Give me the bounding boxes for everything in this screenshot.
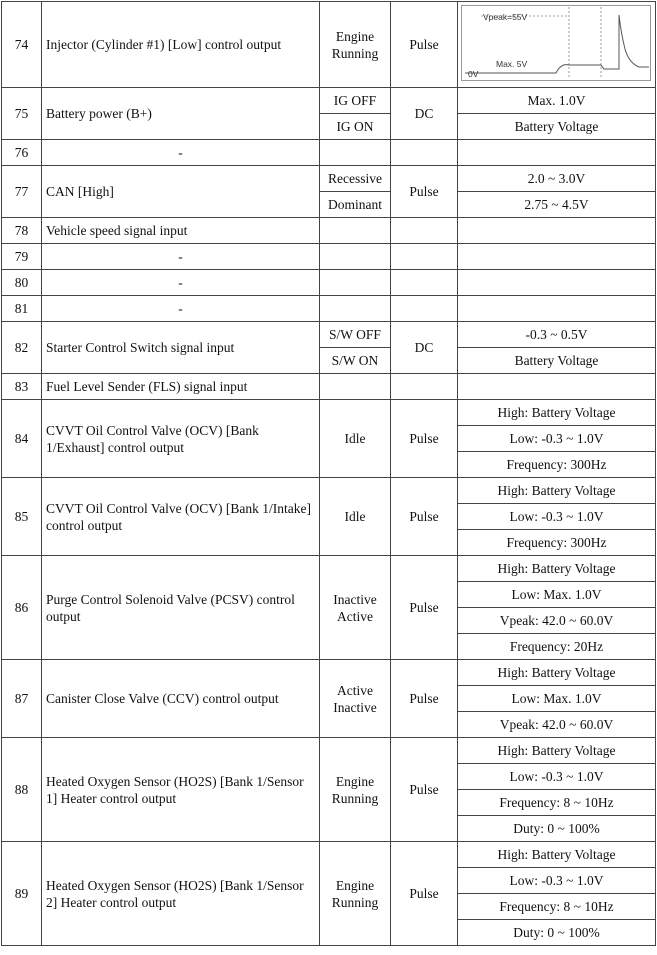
pin-condition: Engine Running bbox=[320, 842, 391, 946]
pin-description: CAN [High] bbox=[42, 166, 320, 218]
pin-condition: Engine Running bbox=[320, 738, 391, 842]
pin-description: Fuel Level Sender (FLS) signal input bbox=[42, 374, 320, 400]
table-row bbox=[2, 270, 656, 296]
signal-level: High: Battery Voltage bbox=[458, 478, 656, 504]
pin-description: Heated Oxygen Sensor (HO2S) [Bank 1/Sensor 2] Heater control output bbox=[42, 842, 320, 946]
signal-type: Pulse bbox=[391, 2, 458, 88]
pin-condition: IG OFF bbox=[320, 88, 391, 114]
pin-condition: Engine Running bbox=[320, 2, 391, 88]
table-row bbox=[2, 322, 656, 348]
signal-level: Max. 1.0V bbox=[458, 88, 656, 114]
table-row bbox=[2, 296, 656, 322]
pin-number: 83 bbox=[2, 374, 42, 400]
pin-description: Vehicle speed signal input bbox=[42, 218, 320, 244]
signal-level: High: Battery Voltage bbox=[458, 556, 656, 582]
pin-number: 75 bbox=[2, 88, 42, 140]
pin-number: 79 bbox=[2, 244, 42, 270]
signal-type: DC bbox=[391, 88, 458, 140]
signal-level: Battery Voltage bbox=[458, 348, 656, 374]
table-row bbox=[2, 166, 656, 192]
signal-level: High: Battery Voltage bbox=[458, 738, 656, 764]
pin-description: Battery power (B+) bbox=[42, 88, 320, 140]
pin-number: 86 bbox=[2, 556, 42, 660]
signal-level: Frequency: 8 ~ 10Hz bbox=[458, 790, 656, 816]
table-row bbox=[2, 660, 656, 686]
pin-description: - bbox=[42, 296, 320, 322]
table-row bbox=[2, 140, 656, 166]
table-row bbox=[2, 738, 656, 764]
table-row bbox=[2, 842, 656, 868]
signal-type: Pulse bbox=[391, 738, 458, 842]
signal-type: Pulse bbox=[391, 478, 458, 556]
signal-level: Frequency: 300Hz bbox=[458, 452, 656, 478]
pin-number: 80 bbox=[2, 270, 42, 296]
waveform-label-zero: 0V bbox=[468, 68, 479, 79]
signal-level: -0.3 ~ 0.5V bbox=[458, 322, 656, 348]
table-row bbox=[2, 374, 656, 400]
signal-level: Vpeak: 42.0 ~ 60.0V bbox=[458, 608, 656, 634]
signal-level: High: Battery Voltage bbox=[458, 660, 656, 686]
table-row bbox=[2, 218, 656, 244]
signal-level: 2.75 ~ 4.5V bbox=[458, 192, 656, 218]
signal-type: Pulse bbox=[391, 556, 458, 660]
table-row bbox=[2, 478, 656, 504]
signal-type: Pulse bbox=[391, 400, 458, 478]
pin-number: 88 bbox=[2, 738, 42, 842]
pin-condition: Active Inactive bbox=[320, 660, 391, 738]
waveform-graph bbox=[461, 5, 651, 81]
signal-type: Pulse bbox=[391, 166, 458, 218]
pin-condition: Idle bbox=[320, 478, 391, 556]
waveform-cell bbox=[458, 2, 656, 88]
signal-level: 2.0 ~ 3.0V bbox=[458, 166, 656, 192]
signal-level: Duty: 0 ~ 100% bbox=[458, 816, 656, 842]
pin-number: 78 bbox=[2, 218, 42, 244]
pin-number: 76 bbox=[2, 140, 42, 166]
signal-level: Low: -0.3 ~ 1.0V bbox=[458, 764, 656, 790]
table-row bbox=[2, 244, 656, 270]
signal-type: Pulse bbox=[391, 660, 458, 738]
signal-type: Pulse bbox=[391, 842, 458, 946]
pin-description: CVVT Oil Control Valve (OCV) [Bank 1/Intake] control output bbox=[42, 478, 320, 556]
pin-condition: Inactive Active bbox=[320, 556, 391, 660]
pin-condition: Recessive bbox=[320, 166, 391, 192]
pin-description: - bbox=[42, 140, 320, 166]
pin-description: Heated Oxygen Sensor (HO2S) [Bank 1/Sensor 1] Heater control output bbox=[42, 738, 320, 842]
signal-level: Battery Voltage bbox=[458, 114, 656, 140]
signal-level: Low: -0.3 ~ 1.0V bbox=[458, 504, 656, 530]
pin-description: - bbox=[42, 244, 320, 270]
pin-number: 74 bbox=[2, 2, 42, 88]
table-row bbox=[2, 2, 656, 88]
table-row bbox=[2, 556, 656, 582]
pin-number: 77 bbox=[2, 166, 42, 218]
signal-level: Low: -0.3 ~ 1.0V bbox=[458, 426, 656, 452]
signal-level: Frequency: 8 ~ 10Hz bbox=[458, 894, 656, 920]
pin-condition: IG ON bbox=[320, 114, 391, 140]
waveform-label-peak: Vpeak=55V bbox=[483, 11, 528, 22]
signal-type: DC bbox=[391, 322, 458, 374]
pin-number: 84 bbox=[2, 400, 42, 478]
signal-level: High: Battery Voltage bbox=[458, 400, 656, 426]
pin-number: 89 bbox=[2, 842, 42, 946]
table-row bbox=[2, 88, 656, 114]
pin-table bbox=[1, 1, 656, 946]
waveform-label-max: Max. 5V bbox=[496, 58, 528, 69]
pin-condition: Dominant bbox=[320, 192, 391, 218]
pin-description: Injector (Cylinder #1) [Low] control output bbox=[42, 2, 320, 88]
pin-condition: Idle bbox=[320, 400, 391, 478]
signal-level: Frequency: 20Hz bbox=[458, 634, 656, 660]
signal-level: Vpeak: 42.0 ~ 60.0V bbox=[458, 712, 656, 738]
signal-level: Low: -0.3 ~ 1.0V bbox=[458, 868, 656, 894]
signal-level: Low: Max. 1.0V bbox=[458, 582, 656, 608]
pin-description: Canister Close Valve (CCV) control output bbox=[42, 660, 320, 738]
signal-level: Frequency: 300Hz bbox=[458, 530, 656, 556]
pin-description: Starter Control Switch signal input bbox=[42, 322, 320, 374]
pin-number: 81 bbox=[2, 296, 42, 322]
table-row bbox=[2, 400, 656, 426]
pin-condition: S/W OFF bbox=[320, 322, 391, 348]
pin-number: 87 bbox=[2, 660, 42, 738]
pin-description: - bbox=[42, 270, 320, 296]
pin-number: 85 bbox=[2, 478, 42, 556]
pin-number: 82 bbox=[2, 322, 42, 374]
signal-level: Duty: 0 ~ 100% bbox=[458, 920, 656, 946]
signal-level: Low: Max. 1.0V bbox=[458, 686, 656, 712]
signal-level: High: Battery Voltage bbox=[458, 842, 656, 868]
pin-description: CVVT Oil Control Valve (OCV) [Bank 1/Exhaust] control output bbox=[42, 400, 320, 478]
pin-condition: S/W ON bbox=[320, 348, 391, 374]
pin-description: Purge Control Solenoid Valve (PCSV) control output bbox=[42, 556, 320, 660]
